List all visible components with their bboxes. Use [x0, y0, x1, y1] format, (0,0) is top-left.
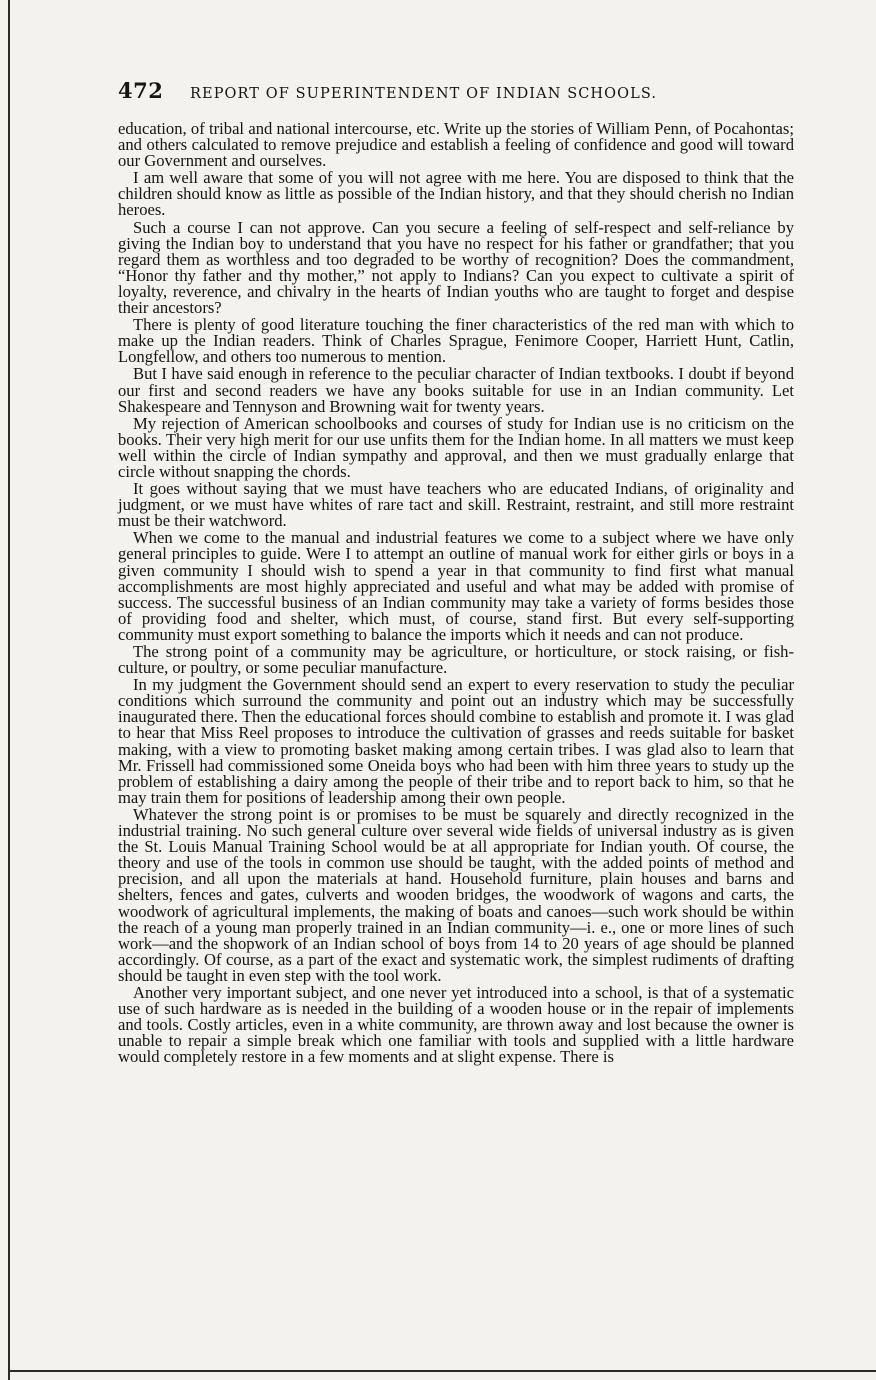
paragraph: It goes without saying that we must have teachers who are educated Indians, of originality and judgment, or we must have whites of rare tact and skill. Restraint, restraint, and still more restraint must be their watchword.: [118, 479, 794, 531]
paragraph: There is plenty of good literature touching the finer characteristics of the red man with which to make up the Indian readers. Think of Charles Sprague, Fenimore Cooper, Harriett Hunt, Catlin, Longfellow, and others too numerous to mention.: [118, 315, 794, 367]
paragraph: education, of tribal and national intercourse, etc. Write up the stories of William Penn, of Pocahontas; and others calculated to remove prejudice and establish a feeling of confidence and good will toward our Government and ourselves.: [118, 119, 794, 171]
page-header: [118, 78, 718, 103]
paragraph: In my judgment the Government should send an expert to every reservation to study the peculiar conditions which surround the community and point out an industry which may be successfully inaugurated there. Then the educational forces should combine to establish and promote it. I was glad to hear that Miss Reel proposes to introduce the cultivation of grasses and reeds suitable for basket making, with a view to promoting basket making among certain tribes. I was glad also to learn that Mr. Frissell had commissioned some Oneida boys who had been with him three years to study up the problem of establishing a dairy among the people of their tribe and to report back to him, so that he may train them for positions of leadership among their own people.: [118, 675, 794, 807]
page-edge-bottom: [8, 1370, 876, 1372]
paragraph: I am well aware that some of you will not agree with me here. You are disposed to think that the children should know as little as possible of the Indian history, and that they should cherish no Indian heroes.: [118, 168, 794, 220]
paragraph: The strong point of a community may be agriculture, or horticulture, or stock raising, or fish-culture, or poultry, or some peculiar manufacture.: [118, 642, 794, 678]
paragraph: When we come to the manual and industrial features we come to a subject where we have only general principles to guide. Were I to attempt an outline of manual work for either girls or boys in a given community I should wish to spend a year in that community to find first what manual accomplishments are most highly appreciated and useful and what may be added with promise of success. The successful business of an Indian community may take a variety of forms besides those of providing food and shelter, which must, of course, stand first. But every self-supporting community must export something to balance the imports which it needs and can not produce.: [118, 528, 794, 644]
paragraph: My rejection of American schoolbooks and courses of study for Indian use is no criticism on the books. Their very high merit for our use unfits them for the Indian home. In all matters we must keep well within the circle of Indian sympathy and approval, and then we must gradually enlarge that circle without snapping the chords.: [118, 413, 794, 481]
running-head: REPORT OF SUPERINTENDENT OF INDIAN SCHOOLS.: [190, 86, 658, 102]
page-edge-left: [8, 0, 10, 1380]
paragraph: Another very important subject, and one never yet introduced into a school, is that of a systematic use of such hardware as is needed in the building of a wooden house or in the repair of implements and tools. Costly articles, even in a white community, are thrown away and lost because the owner is unable to repair a simple break which one familiar with tools and supplied with a little hardware would completely restore in a few moments and at slight expense. There is: [118, 982, 794, 1067]
page-number: 472: [118, 78, 164, 103]
paragraph: Such a course I can not approve. Can you secure a feeling of self-respect and self-reliance by giving the Indian boy to understand that you have no respect for his father or grandfather; that you regard them as worthless and too degraded to be worthy of recognition? Does the commandment, “Honor thy father and thy mother,” not apply to Indians? Can you expect to cultivate a spirit of loyalty, reverence, and chivalry in the hearts of Indian youths who are taught to forget and despise their ancestors?: [118, 217, 794, 318]
body-text: [118, 121, 794, 1066]
paragraph: But I have said enough in reference to the peculiar character of Indian textbooks. I doubt if beyond our first and second readers we have any books suitable for use in an Indian community. Let Shakespeare and Tennyson and Browning wait for twenty years.: [118, 364, 794, 416]
paragraph: Whatever the strong point is or promises to be must be squarely and directly recognized in the industrial training. No such general culture over several wide fields of universal industry as is given the St. Louis Manual Training School would be at all appropriate for Indian youth. Of course, the theory and use of the tools in common use should be taught, with the added points of method and precision, and all upon the materials at hand. Household furniture, plain houses and barns and shelters, fences and gates, culverts and wooden bridges, the woodwork of wagons and carts, the woodwork of agricultural implements, the making of boats and canoes—such work should be within the reach of a young man properly trained in an Indian community—i. e., one or more lines of such work—and the shopwork of an Indian school of boys from 14 to 20 years of age should be planned accordingly. Of course, as a part of the exact and systematic work, the simplest rudiments of drafting should be taught in even step with the tool work.: [118, 804, 794, 985]
